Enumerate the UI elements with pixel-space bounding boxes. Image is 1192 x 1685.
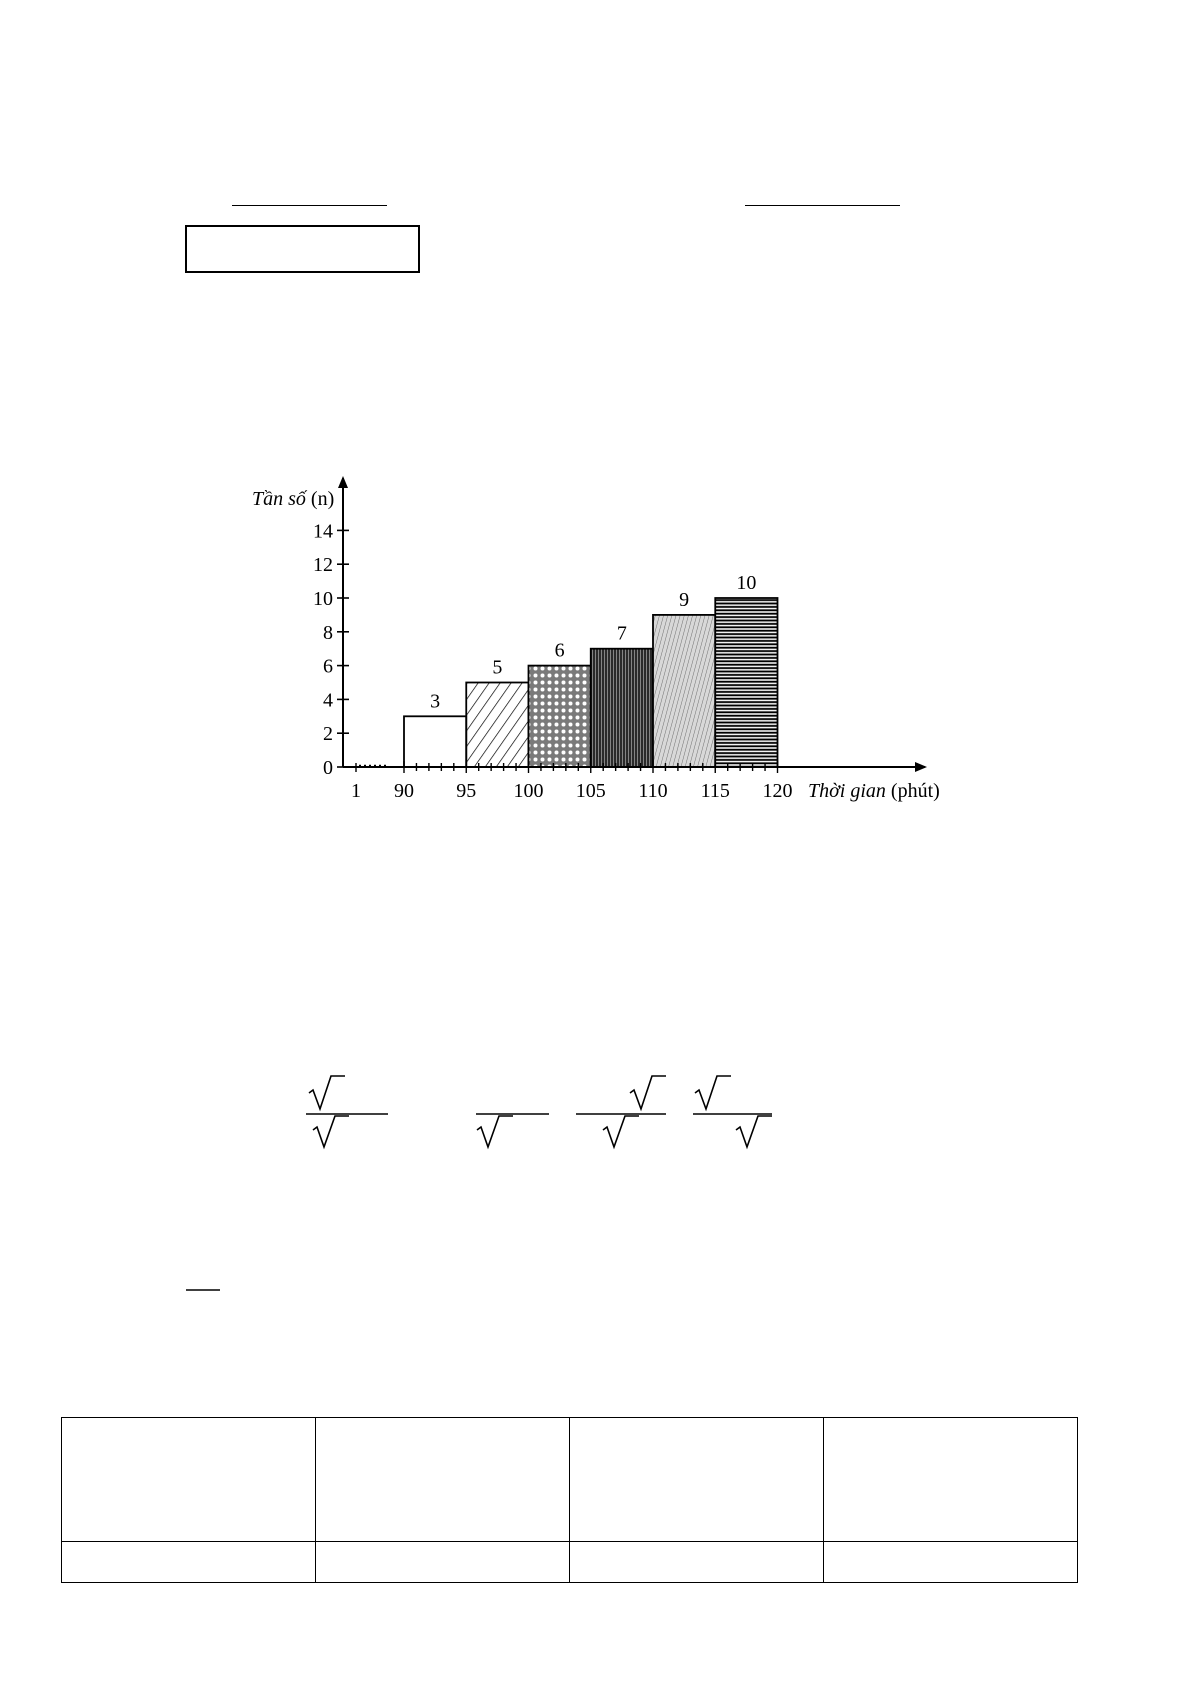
sqrt-icon — [630, 1076, 666, 1109]
bar-value-label: 10 — [736, 572, 757, 594]
bar-value-label: 5 — [492, 656, 503, 679]
sqrt-icon — [309, 1076, 345, 1109]
table-cell — [62, 1542, 316, 1583]
y-tick-label: 14 — [313, 520, 333, 543]
x-tick-label: 105 — [575, 780, 606, 802]
x-tick-label: 95 — [456, 780, 477, 802]
y-axis-label: Tần số (n) — [252, 488, 335, 510]
y-tick-label: 6 — [323, 655, 333, 678]
sqrt-icon — [603, 1116, 639, 1147]
y-tick-label: 4 — [323, 689, 333, 712]
x-tick-label: 115 — [700, 780, 730, 802]
table-cell — [62, 1418, 316, 1542]
bar-value-label: 6 — [554, 639, 565, 662]
y-tick-label: 12 — [313, 554, 333, 577]
x-tick-label: 120 — [762, 780, 793, 802]
sqrt-icon — [477, 1116, 513, 1147]
table-cell — [824, 1542, 1078, 1583]
y-tick-label: 8 — [323, 621, 333, 644]
x-tick-label: 1 — [351, 780, 361, 802]
bar-value-label: 9 — [679, 588, 690, 611]
x-tick-label: 110 — [638, 780, 668, 802]
x-tick-label: 90 — [394, 780, 414, 802]
bar-value-label: 3 — [430, 690, 441, 713]
table-cell — [316, 1542, 570, 1583]
bar-value-label: 7 — [616, 622, 627, 645]
sqrt-icon — [313, 1116, 349, 1147]
table-cell — [824, 1418, 1078, 1542]
y-tick-label: 2 — [323, 723, 333, 746]
table-cell — [316, 1418, 570, 1542]
table-cell — [570, 1542, 824, 1583]
score-table — [61, 1417, 1078, 1583]
y-tick-label: 10 — [313, 588, 333, 610]
x-tick-label: 100 — [513, 780, 544, 802]
sqrt-icon — [736, 1116, 772, 1147]
table-cell — [570, 1418, 824, 1542]
y-tick-label: 0 — [323, 757, 333, 779]
x-axis-label: Thời gian (phút) — [808, 780, 940, 802]
sqrt-icon — [695, 1076, 731, 1109]
